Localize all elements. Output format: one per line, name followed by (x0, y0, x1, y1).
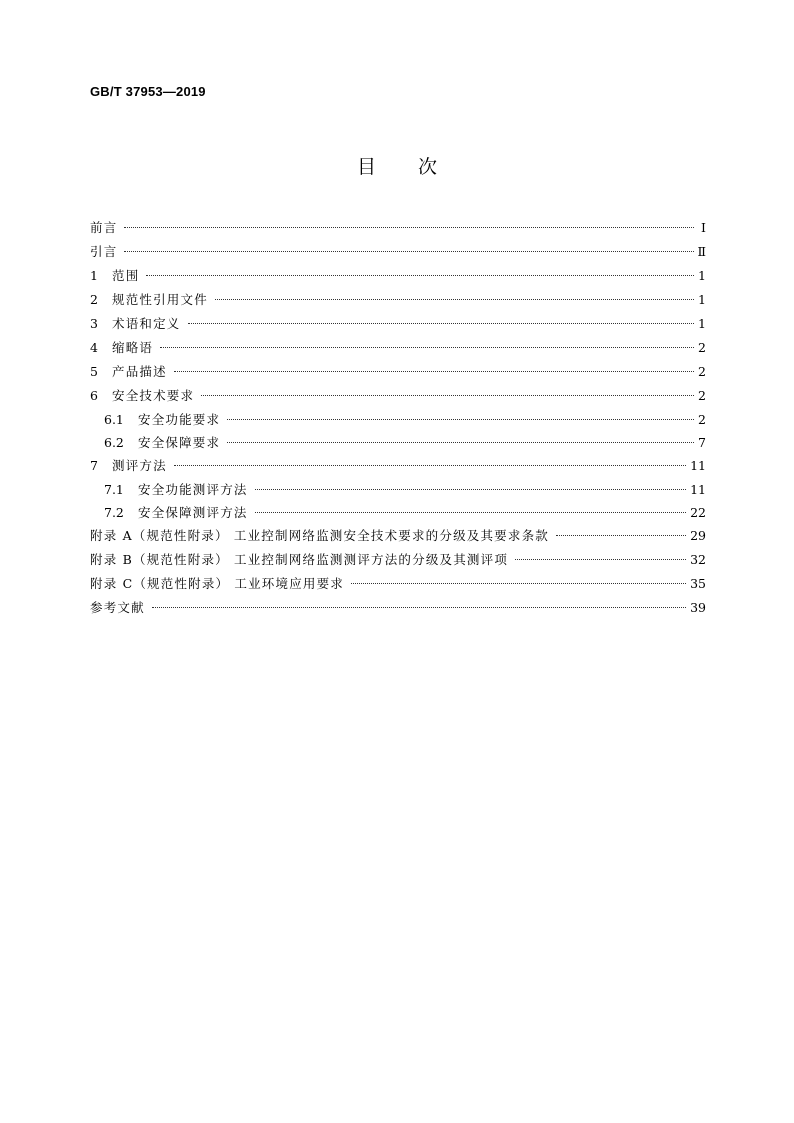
toc-entry-label: 产品描述 (112, 364, 167, 379)
toc-entry-number: 4 (90, 340, 98, 355)
toc-entry-page: 2 (698, 388, 706, 403)
toc-entry-label: 缩略语 (112, 340, 154, 355)
toc-entry-label: 安全技术要求 (112, 388, 195, 403)
toc-dot-leader (124, 227, 694, 228)
toc-dot-leader (515, 559, 686, 560)
toc-entry[interactable] (90, 431, 706, 454)
toc-entry-number: 1 (90, 268, 98, 283)
toc-entry[interactable] (90, 572, 706, 596)
toc-dot-leader (160, 347, 694, 348)
toc-dot-leader (227, 442, 694, 443)
toc-dot-leader (201, 395, 694, 396)
toc-entry[interactable] (90, 408, 706, 431)
toc-dot-leader (215, 299, 694, 300)
toc-dot-leader (227, 419, 694, 420)
toc-entry-label: 规范性引用文件 (112, 292, 208, 307)
toc-entry-number: 7 (90, 458, 98, 473)
toc-entry-label: 附录 A（规范性附录） 工业控制网络监测安全技术要求的分级及其要求条款 (90, 528, 549, 543)
toc-entry[interactable] (90, 360, 706, 384)
toc-entry-page: 11 (690, 482, 706, 497)
toc-entry-number: 5 (90, 364, 98, 379)
toc-entry-label: 参考文献 (90, 600, 145, 615)
toc-entry-label: 安全功能测评方法 (138, 482, 248, 497)
toc-entry-number: 7.2 (104, 505, 124, 520)
page-title: 目次 (356, 156, 479, 178)
toc-dot-leader (351, 583, 686, 584)
toc-entry-page: 39 (690, 600, 706, 615)
toc-entry-label: 安全保障测评方法 (138, 505, 248, 520)
toc-entry[interactable] (90, 264, 706, 288)
toc-dot-leader (188, 323, 694, 324)
toc-entry[interactable] (90, 288, 706, 312)
toc-entry-page: 35 (690, 576, 706, 591)
toc-entry-page: 2 (698, 412, 706, 427)
toc-entry-label: 引言 (90, 244, 118, 259)
toc-entry-number: 6.1 (104, 412, 124, 427)
toc-entry-number: 6 (90, 388, 98, 403)
toc-entry-label: 附录 B（规范性附录） 工业控制网络监测测评方法的分级及其测评项 (90, 552, 509, 567)
toc-entry-label: 前言 (90, 220, 118, 235)
toc-dot-leader (146, 275, 694, 276)
toc-entry-label: 术语和定义 (112, 316, 181, 331)
toc-entry[interactable] (90, 454, 706, 478)
toc-dot-leader (556, 535, 686, 536)
toc-entry-page: 29 (690, 528, 706, 543)
toc-entry-label: 测评方法 (112, 458, 167, 473)
toc-entry-label: 附录 C（规范性附录） 工业环境应用要求 (90, 576, 345, 591)
toc-entry[interactable] (90, 524, 706, 548)
toc-entry-page: 1 (698, 268, 706, 283)
table-of-contents (90, 216, 706, 620)
toc-entry-number: 7.1 (104, 482, 124, 497)
toc-entry[interactable] (90, 336, 706, 360)
toc-entry-number: 6.2 (104, 435, 124, 450)
toc-dot-leader (174, 371, 694, 372)
toc-entry-page: 32 (690, 552, 706, 567)
toc-dot-leader (152, 607, 686, 608)
toc-entry-number: 3 (90, 316, 98, 331)
toc-entry[interactable] (90, 312, 706, 336)
toc-entry-label: 安全保障要求 (138, 435, 221, 450)
toc-entry[interactable] (90, 384, 706, 408)
toc-dot-leader (255, 512, 686, 513)
toc-entry-page: Ⅰ (701, 220, 706, 235)
toc-entry-page: 1 (698, 292, 706, 307)
toc-entry-page: 22 (690, 505, 706, 520)
toc-dot-leader (124, 251, 693, 252)
toc-entry-page: 1 (698, 316, 706, 331)
toc-entry[interactable] (90, 596, 706, 620)
toc-entry[interactable] (90, 548, 706, 572)
toc-entry[interactable] (90, 216, 706, 240)
document-code: GB/T 37953—2019 (90, 84, 206, 99)
toc-entry-label: 安全功能要求 (138, 412, 221, 427)
toc-entry[interactable] (90, 240, 706, 264)
toc-entry-label: 范围 (112, 268, 140, 283)
toc-entry-number: 2 (90, 292, 98, 307)
toc-entry-page: 7 (698, 435, 706, 450)
toc-dot-leader (174, 465, 686, 466)
toc-entry-page: 2 (698, 364, 706, 379)
toc-dot-leader (255, 489, 686, 490)
toc-entry[interactable] (90, 501, 706, 524)
toc-entry-page: 11 (690, 458, 706, 473)
toc-entry-page: 2 (698, 340, 706, 355)
toc-entry-page: Ⅱ (697, 244, 706, 259)
toc-entry[interactable] (90, 478, 706, 501)
